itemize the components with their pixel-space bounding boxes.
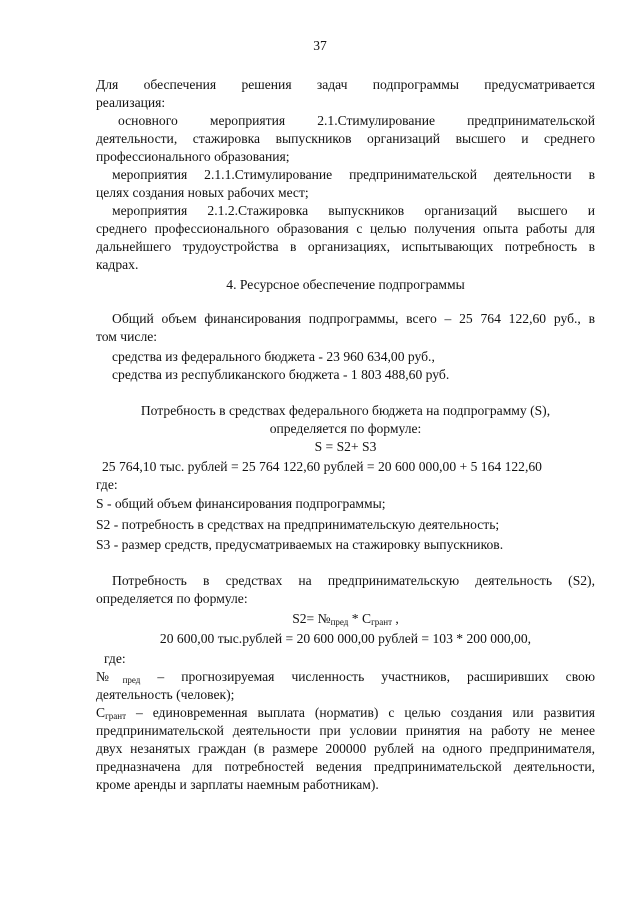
federal-where: где: [96, 477, 118, 492]
s2-calc: 20 600,00 тыс.рублей = 20 600 000,00 рублей = 103 * 200 000,00, [159, 631, 532, 646]
def-c-text: – единовременная выплата (норматив) с целью создания или развития [126, 705, 595, 720]
funding-total-line-1: Общий объем финансирования подпрограммы, всего – 25 764 122,60 руб., в [112, 311, 595, 326]
s2-where: где: [104, 651, 126, 666]
s2-need-line-2: определяется по формуле: [96, 591, 248, 606]
s2-need-line-1: Потребность в средствах на предпринимательскую деятельность (S2), [112, 573, 595, 588]
item-212-line-2: среднего профессионального образования с целью получения опыта работы для [96, 221, 595, 236]
intro-line-1: Для обеспечения решения задач подпрограммы предусматривается [96, 77, 595, 92]
def-n-line-2: деятельность (человек); [96, 687, 235, 702]
s2-formula-sub-grant: грант [371, 617, 392, 627]
section-heading: 4. Ресурсное обеспечение подпрограммы [226, 277, 465, 292]
s2-formula [96, 610, 595, 631]
item-212-line-1: мероприятия 2.1.2.Стажировка выпускников организаций высшего и [112, 203, 595, 218]
item-main-line-2: деятельности, стажировка выпускников организаций высшего и среднего [96, 131, 595, 146]
def-c-line-3: двух незанятых граждан (в размере 200000 рублей на одного предпринимателя, [96, 741, 595, 756]
federal-calc: 25 764,10 тыс. рублей = 25 764 122,60 рублей = 20 600 000,00 + 5 164 122,60 [102, 459, 542, 474]
item-main-line-1: основного мероприятия 2.1.Стимулирование предпринимательской [118, 113, 595, 128]
item-212-line-4: кадрах. [96, 257, 139, 272]
s2-formula-main: S2= № [292, 611, 331, 626]
def-n-symbol: № [96, 669, 123, 684]
s2-formula-mid: * C [348, 611, 372, 626]
item-211-line-2: целях создания новых рабочих мест; [96, 185, 309, 200]
def-s2: S2 - потребность в средствах на предпринимательскую деятельность; [96, 517, 500, 532]
funding-total-line-2: том числе: [96, 329, 158, 344]
intro-line-2: реализация: [96, 95, 166, 110]
item-212-line-3: дальнейшего трудоустройства в организациях, испытывающих потребность в [96, 239, 595, 254]
def-s: S - общий объем финансирования подпрограммы; [96, 496, 386, 511]
page-number: 37 [313, 38, 327, 53]
def-c-line-5: кроме аренды и зарплаты наемным работникам). [96, 777, 379, 792]
item-211-line-1: мероприятия 2.1.1.Стимулирование предпринимательской деятельности в [112, 167, 595, 182]
item-main-line-3: профессионального образования; [96, 149, 290, 164]
federal-need-line-1: Потребность в средствах федерального бюджета на подпрограмму (S), [140, 403, 551, 418]
funding-federal: средства из федерального бюджета - 23 960 634,00 руб., [112, 349, 435, 364]
def-c-sub: грант [105, 711, 127, 721]
federal-formula: S = S2+ S3 [314, 439, 377, 454]
funding-republic: средства из республиканского бюджета - 1 803 488,60 руб. [112, 367, 450, 382]
def-c-line-2: предпринимательской деятельности при условии принятия на работу не менее [96, 723, 595, 738]
def-n-sub: пред [122, 675, 141, 685]
def-c-symbol: C [96, 705, 106, 720]
s2-formula-end: , [392, 611, 399, 626]
def-c-line-4: предназначена для потребностей ведения предпринимательской деятельности, [96, 759, 595, 774]
def-n-text: – прогнозируемая численность участников, расширивших свою [140, 669, 595, 684]
federal-need-line-2: определяется по формуле: [269, 421, 422, 436]
def-s3: S3 - размер средств, предусматриваемых на стажировку выпускников. [96, 537, 504, 552]
s2-formula-sub-pred: пред [330, 617, 349, 627]
